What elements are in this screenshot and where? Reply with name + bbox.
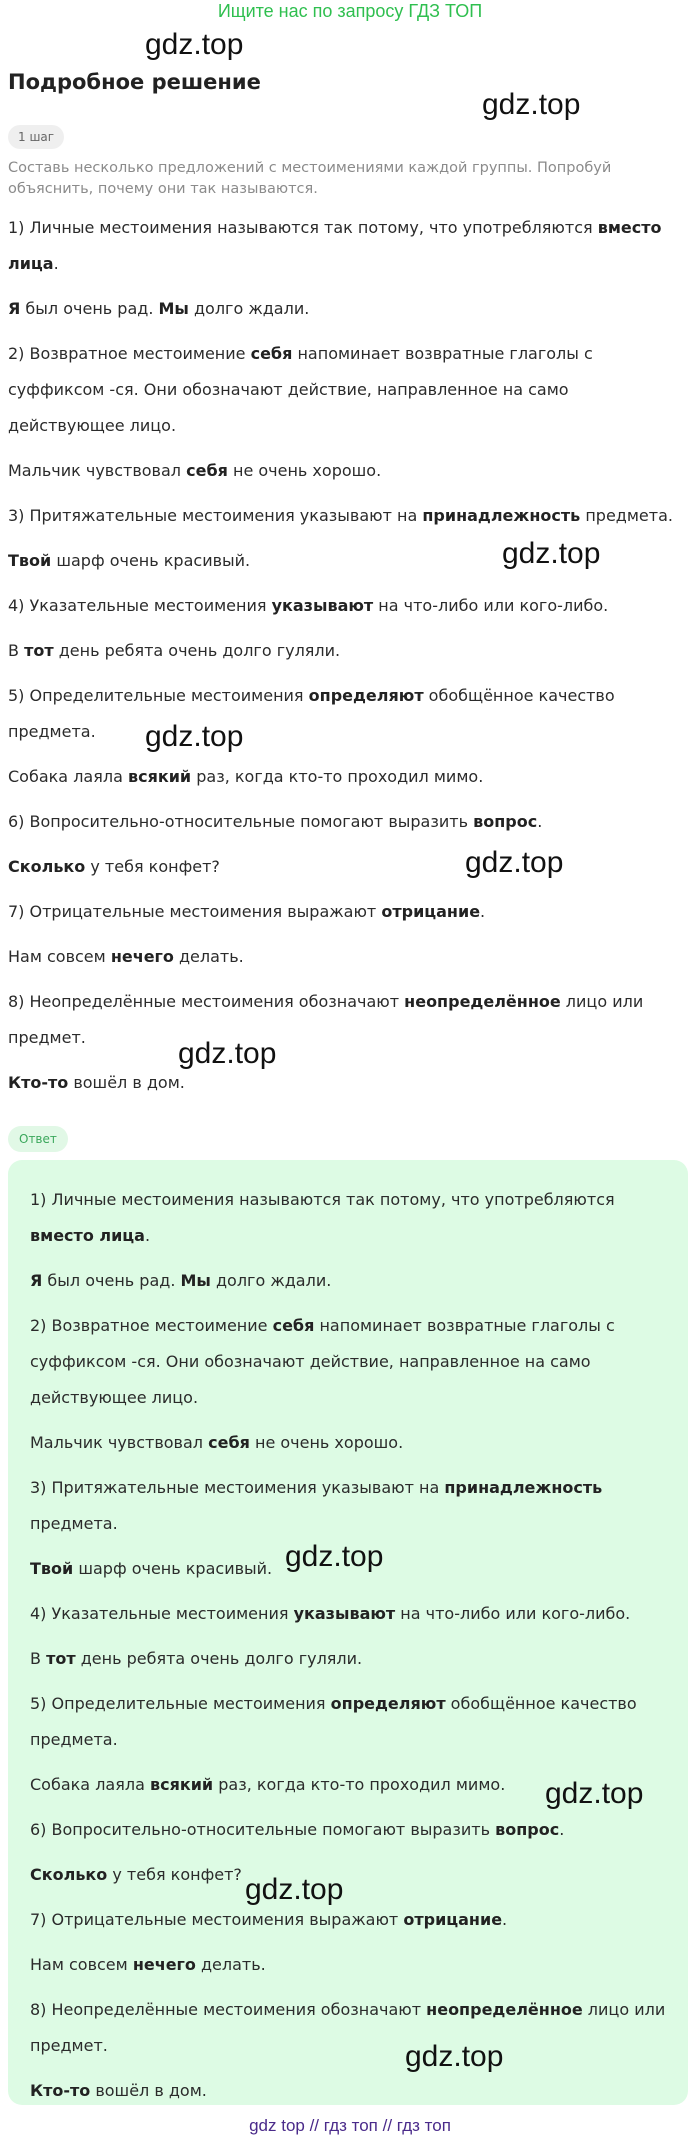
watermark: gdz.top bbox=[145, 28, 244, 61]
bold-term: себя bbox=[272, 1316, 315, 1335]
watermark: gdz.top bbox=[482, 88, 581, 121]
watermark: gdz.top bbox=[145, 720, 244, 753]
paragraph: 5) Определительные местоимения определяют обобщённое качество предмета. bbox=[8, 686, 615, 741]
paragraph: Нам совсем нечего делать. bbox=[30, 1955, 266, 1974]
paragraph: 8) Неопределённые местоимения обозначают неопределённое лицо или предмет. bbox=[8, 992, 644, 1047]
paragraph: 4) Указательные местоимения указывают на что-либо или кого-либо. bbox=[8, 596, 609, 615]
paragraph: 4) Указательные местоимения указывают на что-либо или кого-либо. bbox=[30, 1604, 631, 1623]
bold-term: себя bbox=[250, 344, 293, 363]
bold-term: всякий bbox=[127, 767, 192, 786]
bold-term: Твой bbox=[8, 551, 52, 570]
bold-term: отрицание bbox=[403, 1910, 503, 1929]
paragraph: 7) Отрицательные местоимения выражают отрицание. bbox=[8, 902, 486, 921]
bold-term: определяют bbox=[330, 1694, 446, 1713]
bold-term: Я bbox=[8, 299, 21, 318]
bold-term: Мы bbox=[158, 299, 189, 318]
bold-term: нечего bbox=[110, 947, 174, 966]
paragraph: Я был очень рад. Мы долго ждали. bbox=[30, 1271, 332, 1290]
watermark: gdz.top bbox=[405, 2040, 504, 2073]
bold-term: тот bbox=[46, 1649, 76, 1668]
paragraph: 8) Неопределённые местоимения обозначают неопределённое лицо или предмет. bbox=[30, 2000, 666, 2055]
bold-term: Мы bbox=[180, 1271, 211, 1290]
step-badge: 1 шаг bbox=[8, 125, 64, 149]
bold-term: Сколько bbox=[8, 857, 86, 876]
bold-term: отрицание bbox=[381, 902, 481, 921]
bold-term: тот bbox=[24, 641, 54, 660]
search-banner: Ищите нас по запросу ГДЗ ТОП bbox=[217, 1, 483, 21]
paragraph: Кто-то вошёл в дом. bbox=[30, 2081, 207, 2100]
paragraph: Твой шарф очень красивый. bbox=[30, 1559, 273, 1578]
bold-term: себя bbox=[208, 1433, 250, 1452]
paragraph: 5) Определительные местоимения определяют обобщённое качество предмета. bbox=[30, 1694, 637, 1749]
paragraph: 2) Возвратное местоимение себя напоминает возвратные глаголы с суффиксом -ся. Они обозначают действие, направленное на само действующее лицо. bbox=[8, 344, 593, 435]
paragraph: Собака лаяла всякий раз, когда кто-то проходил мимо. bbox=[8, 767, 484, 786]
paragraph: В тот день ребята очень долго гуляли. bbox=[8, 641, 341, 660]
paragraph: Сколько у тебя конфет? bbox=[30, 1865, 242, 1884]
bold-term: неопределённое bbox=[426, 2000, 583, 2019]
answer-badge: Ответ bbox=[8, 1126, 68, 1152]
bold-term: Твой bbox=[30, 1559, 74, 1578]
footer-links: gdz top // гдз топ // гдз топ bbox=[249, 2116, 451, 2135]
paragraph: 6) Вопросительно-относительные помогают выразить вопрос. bbox=[30, 1820, 565, 1839]
paragraph: Сколько у тебя конфет? bbox=[8, 857, 220, 876]
bold-term: вопрос bbox=[473, 812, 538, 831]
paragraph: 3) Притяжательные местоимения указывают на принадлежность предмета. bbox=[30, 1478, 603, 1533]
watermark: gdz.top bbox=[245, 1873, 344, 1906]
bold-term: вместо лица bbox=[8, 218, 662, 273]
bold-term: Я bbox=[30, 1271, 43, 1290]
paragraph: Собака лаяла всякий раз, когда кто-то проходил мимо. bbox=[30, 1775, 506, 1794]
bold-term: принадлежность bbox=[422, 506, 581, 525]
paragraph: 1) Личные местоимения называются так потому, что употребляются вместо лица. bbox=[8, 218, 662, 273]
paragraph: 2) Возвратное местоимение себя напоминает возвратные глаголы с суффиксом -ся. Они обозначают действие, направленное на само действующее лицо. bbox=[30, 1316, 615, 1407]
paragraph: Мальчик чувствовал себя не очень хорошо. bbox=[30, 1433, 404, 1452]
watermark: gdz.top bbox=[178, 1037, 277, 1070]
bold-term: указывают bbox=[271, 596, 374, 615]
bold-term: определяют bbox=[308, 686, 424, 705]
watermark: gdz.top bbox=[465, 846, 564, 879]
task-text: Составь несколько предложений с местоимениями каждой группы. Попробуй объяснить, почему они так называются. bbox=[8, 160, 612, 197]
watermark: gdz.top bbox=[502, 537, 601, 570]
paragraph: Твой шарф очень красивый. bbox=[8, 551, 251, 570]
bold-term: себя bbox=[186, 461, 228, 480]
bold-term: Кто-то bbox=[8, 1073, 69, 1092]
paragraph: 7) Отрицательные местоимения выражают отрицание. bbox=[30, 1910, 508, 1929]
bold-term: Кто-то bbox=[30, 2081, 91, 2100]
answer-box bbox=[8, 1160, 688, 2105]
bold-term: Сколько bbox=[30, 1865, 108, 1884]
page-title: Подробное решение bbox=[8, 70, 261, 94]
bold-term: принадлежность bbox=[444, 1478, 603, 1497]
bold-term: вместо лица bbox=[30, 1226, 145, 1245]
paragraph: 6) Вопросительно-относительные помогают выразить вопрос. bbox=[8, 812, 543, 831]
solution-section bbox=[8, 210, 678, 1110]
paragraph: Мальчик чувствовал себя не очень хорошо. bbox=[8, 461, 382, 480]
watermark: gdz.top bbox=[285, 1540, 384, 1573]
answer-text bbox=[30, 1182, 675, 2118]
bold-term: указывают bbox=[293, 1604, 396, 1623]
watermark: gdz.top bbox=[545, 1777, 644, 1810]
bold-term: неопределённое bbox=[404, 992, 561, 1011]
paragraph: 3) Притяжательные местоимения указывают на принадлежность предмета. bbox=[8, 506, 673, 525]
paragraph: В тот день ребята очень долго гуляли. bbox=[30, 1649, 363, 1668]
paragraph: Я был очень рад. Мы долго ждали. bbox=[8, 299, 310, 318]
paragraph: Нам совсем нечего делать. bbox=[8, 947, 244, 966]
paragraph: 1) Личные местоимения называются так потому, что употребляются вместо лица. bbox=[30, 1190, 615, 1245]
bold-term: нечего bbox=[132, 1955, 196, 1974]
paragraph: Кто-то вошёл в дом. bbox=[8, 1073, 185, 1092]
bold-term: вопрос bbox=[495, 1820, 560, 1839]
bold-term: всякий bbox=[149, 1775, 214, 1794]
